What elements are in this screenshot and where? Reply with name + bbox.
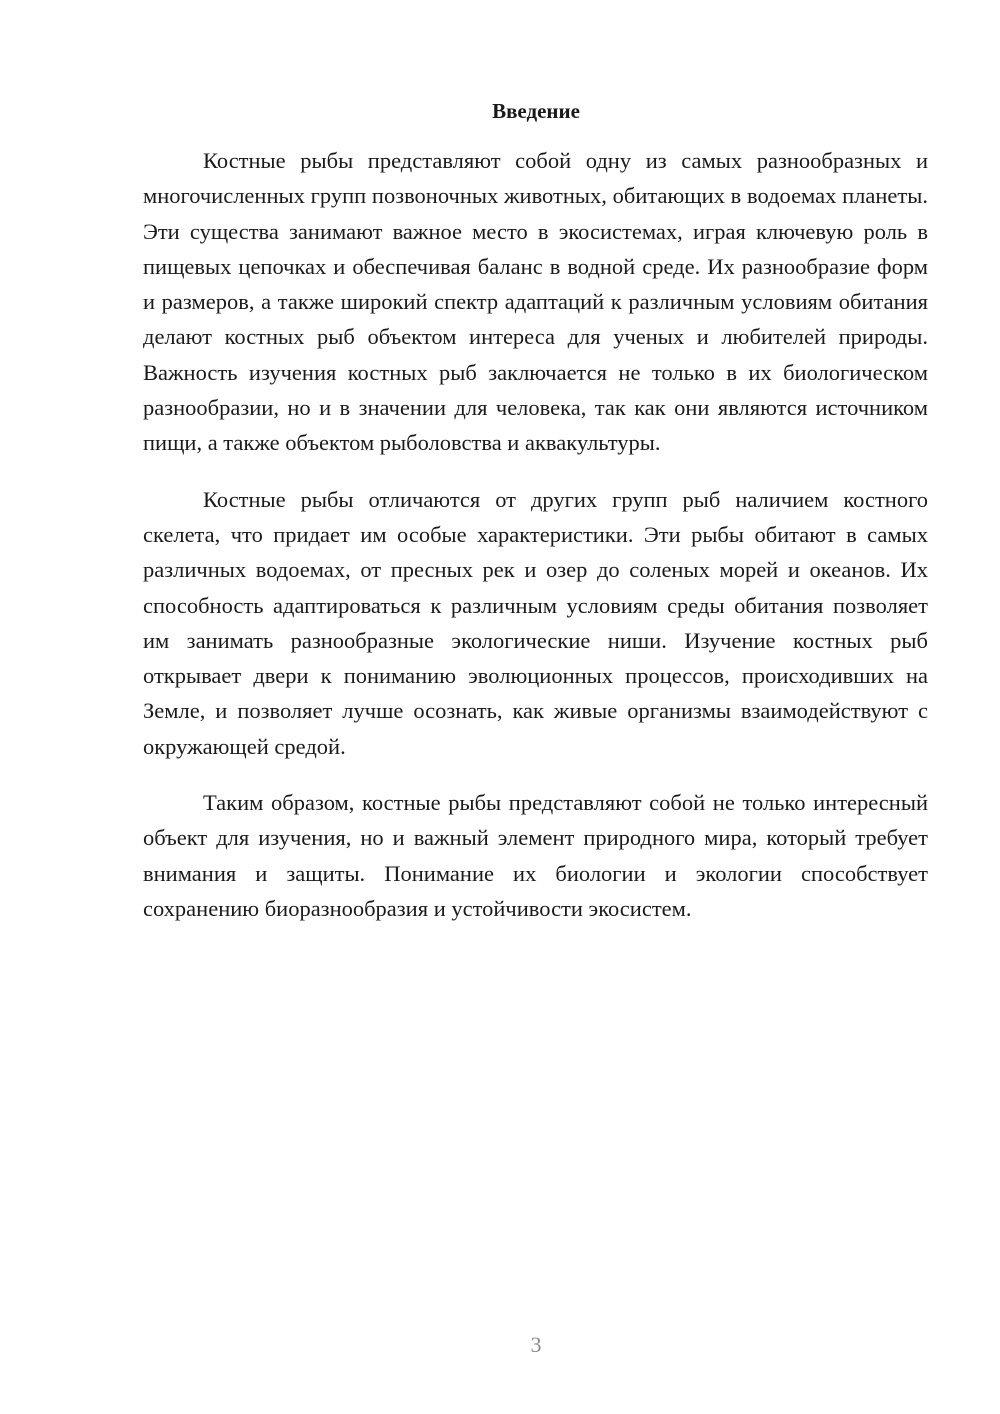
page-number: 3 xyxy=(530,1332,542,1357)
document-body xyxy=(143,143,928,947)
page-title: Введение xyxy=(492,99,580,123)
paragraph-1: Костные рыбы представляют собой одну из самых разнообразных и многочисленных групп позвоночных животных, обитающих в водоемах планеты. Эти существа занимают важное место в экосистемах, играя ключевую роль в пищевых цепочках и обеспечивая баланс в водной среде. Их разнообразие форм и размеров, а также широкий спектр адаптаций к различным условиям обитания делают костных рыб объектом интереса для ученых и любителей природы. Важность изучения костных рыб заключается не только в их биологическом разнообразии, но и в значении для человека, так как они являются источником пищи, а также объектом рыболовства и аквакультуры. xyxy=(143,148,928,456)
paragraph-3: Таким образом, костные рыбы представляют собой не только интересный объект для изучения, но и важный элемент природного мира, который требует внимания и защиты. Понимание их биологии и экологии способствует сохранению биоразнообразия и устойчивости экосистем. xyxy=(143,790,928,921)
paragraph-2: Костные рыбы отличаются от других групп рыб наличием костного скелета, что придает им особые характеристики. Эти рыбы обитают в самых различных водоемах, от пресных рек и озер до соленых морей и океанов. Их способность адаптироваться к различным условиям среды обитания позволяет им занимать разнообразные экологические ниши. Изучение костных рыб открывает двери к пониманию эволюционных процессов, происходивших на Земле, и позволяет лучше осознать, как живые организмы взаимодействуют с окружающей средой. xyxy=(143,486,928,759)
